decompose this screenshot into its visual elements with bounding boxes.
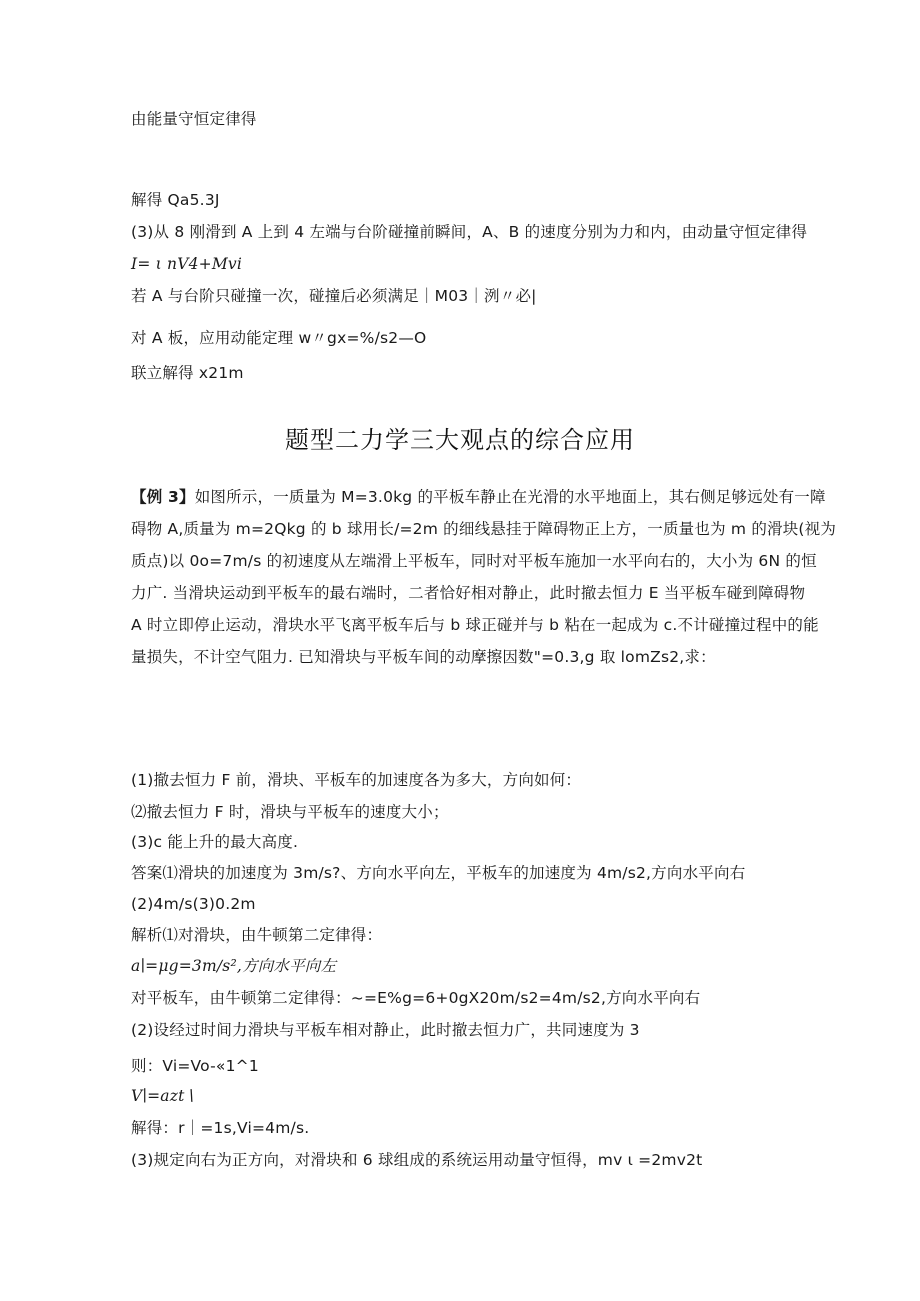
text-line-kinetic-theorem: 对 A 板，应用动能定理 w〃gx=%∕s2—O [131,329,427,347]
example-line-2: 碍物 A,质量为 m=2Qkg 的 b 球用长/=2m 的细线悬挂于障碍物正上方，一质量也为 m 的滑块(视为 [131,520,837,538]
example-label: 【例 3】 [131,488,195,506]
text-line-energy-conservation: 由能量守恒定律得 [131,110,257,128]
analysis-line-3: 对平板车，由牛顿第二定律得：~=E%g=6+0gX20m∕s2=4m∕s2,方向水平向右 [131,989,701,1007]
example-line-3: 质点)以 0o=7m/s 的初速度从左端滑上平板车，同时对平板车施加一水平向右的，大小为 6N 的恒 [131,552,817,570]
text-line-solve-x: 联立解得 x21m [131,364,244,382]
text-line-part3-intro: (3)从 8 刚滑到 A 上到 4 左端与台阶碰撞前瞬间，A、B 的速度分别为力和内，由动量守恒定律得 [131,223,808,241]
example-line-5: A 时立即停止运动，滑块水平飞离平板车后与 b 球正碰并与 b 粘在一起成为 c.不计碰撞过程中的能 [131,616,819,634]
answer-line-1: 答案⑴滑块的加速度为 3m/s?、方向水平向左，平板车的加速度为 4m/s2,方向水平向右 [131,864,746,882]
example-line-6: 量损失，不计空气阻力. 已知滑块与平板车间的动摩擦因数"=0.3,g 取 lomZs2,求： [131,648,716,666]
analysis-line-2: a∣=μg=3m∕s²,方向水平向左 [131,957,337,975]
question-3: (3)c 能上升的最大高度. [131,833,299,851]
analysis-line-1: 解析⑴对滑块，由牛顿第二定律得： [131,926,383,944]
example-line-1 [131,487,826,507]
analysis-line-4: (2)设经过时间力滑块与平板车相对静止，此时撤去恒力广，共同速度为 3 [131,1021,640,1039]
answer-line-2: (2)4m/s(3)0.2m [131,895,256,913]
analysis-line-6: V∣=azt∖ [131,1087,195,1105]
question-1: (1)撤去恒力 F 前，滑块、平板车的加速度各为多大，方向如何： [131,771,582,789]
analysis-line-8: (3)规定向右为正方向，对滑块和 6 球组成的系统运用动量守恒得，mv ι =2mv2t [131,1151,703,1169]
example-text-1: 如图所示，一质量为 M=3.0kg 的平板车静止在光滑的水平地面上，其右侧足够远处有一障 [194,488,826,506]
question-2: ⑵撤去恒力 F 时，滑块与平板车的速度大小； [131,803,449,821]
example-line-4: 力广. 当滑块运动到平板车的最右端时，二者恰好相对静止，此时撤去恒力 E 当平板车碰到障碍物 [131,584,806,602]
text-line-solve-q: 解得 Qa5.3J [131,191,220,209]
text-line-one-collision: 若 A 与台阶只碰撞一次，碰撞后必须满足｜M03｜洌〃必| [131,287,537,305]
analysis-line-5: 则：Vi=Vo-«1^1 [131,1057,259,1075]
section-title: 题型二力学三大观点的综合应用 [285,426,635,454]
text-line-momentum-eq: I= ι nV4+Mvi [131,255,243,273]
analysis-line-7: 解得：r｜=1s,Vi=4m∕s. [131,1119,310,1137]
